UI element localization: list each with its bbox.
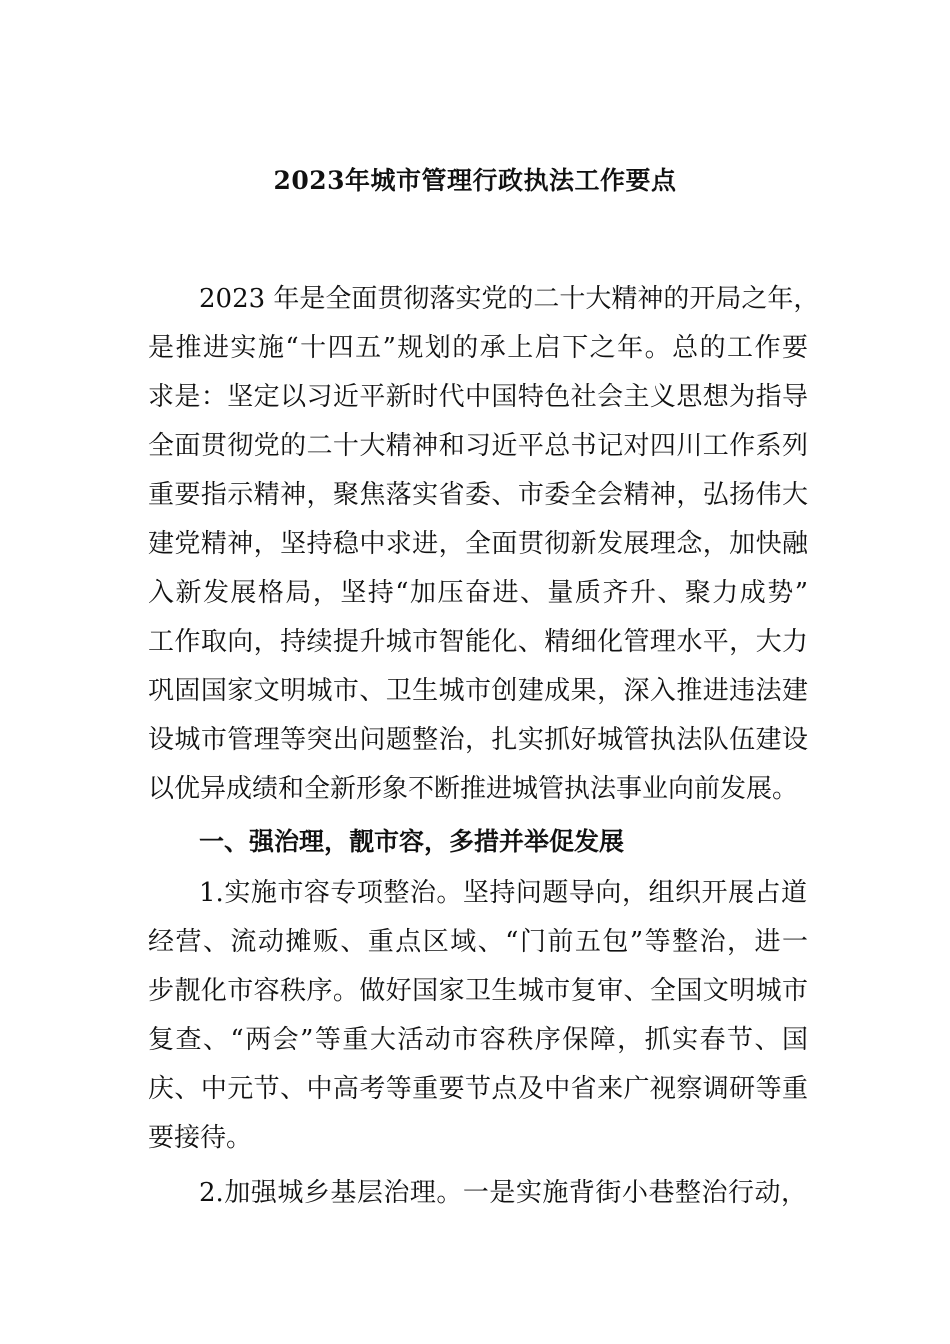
paragraph-line: 求是：坚定以习近平新时代中国特色社会主义思想为指导 [148, 382, 808, 412]
paragraph-line: 复查、“两会”等重大活动市容秩序保障，抓实春节、国 [148, 1025, 808, 1055]
paragraph-line: 建党精神，坚持稳中求进，全面贯彻新发展理念，加快融 [148, 529, 808, 559]
paragraph-line: 步靓化市容秩序。做好国家卫生城市复审、全国文明城市 [148, 976, 808, 1006]
paragraph-line: 重要指示精神，聚焦落实省委、市委全会精神，弘扬伟大 [148, 480, 808, 510]
paragraph-line: 2.加强城乡基层治理。一是实施背街小巷整治行动， [199, 1178, 807, 1208]
paragraph-line: 巩固国家文明城市、卫生城市创建成果，深入推进违法建 [148, 676, 808, 706]
paragraph-line: 庆、中元节、中高考等重要节点及中省来广视察调研等重 [148, 1074, 808, 1104]
section-heading: 一、强治理，靓市容，多措并举促发展 [199, 827, 625, 856]
paragraph-line: 以优异成绩和全新形象不断推进城管执法事业向前发展。 [148, 774, 799, 804]
paragraph-line: 要接待。 [148, 1123, 253, 1153]
paragraph-line: 2023 年是全面贯彻落实党的二十大精神的开局之年， [199, 284, 820, 314]
paragraph-line: 入新发展格局，坚持“加压奋进、量质齐升、聚力成势” [148, 578, 808, 608]
paragraph-line: 是推进实施“十四五”规划的承上启下之年。总的工作要 [148, 333, 808, 363]
paragraph-line: 1.实施市容专项整治。坚持问题导向，组织开展占道 [199, 878, 807, 908]
paragraph-line: 经营、流动摊贩、重点区域、“门前五包”等整治，进一 [148, 927, 808, 957]
paragraph-line: 设城市管理等突出问题整治，扎实抓好城管执法队伍建设 [148, 725, 808, 755]
document-title: 2023年城市管理行政执法工作要点 [273, 166, 677, 195]
paragraph-line: 全面贯彻党的二十大精神和习近平总书记对四川工作系列 [148, 431, 808, 461]
paragraph-line: 工作取向，持续提升城市智能化、精细化管理水平，大力 [148, 627, 808, 657]
